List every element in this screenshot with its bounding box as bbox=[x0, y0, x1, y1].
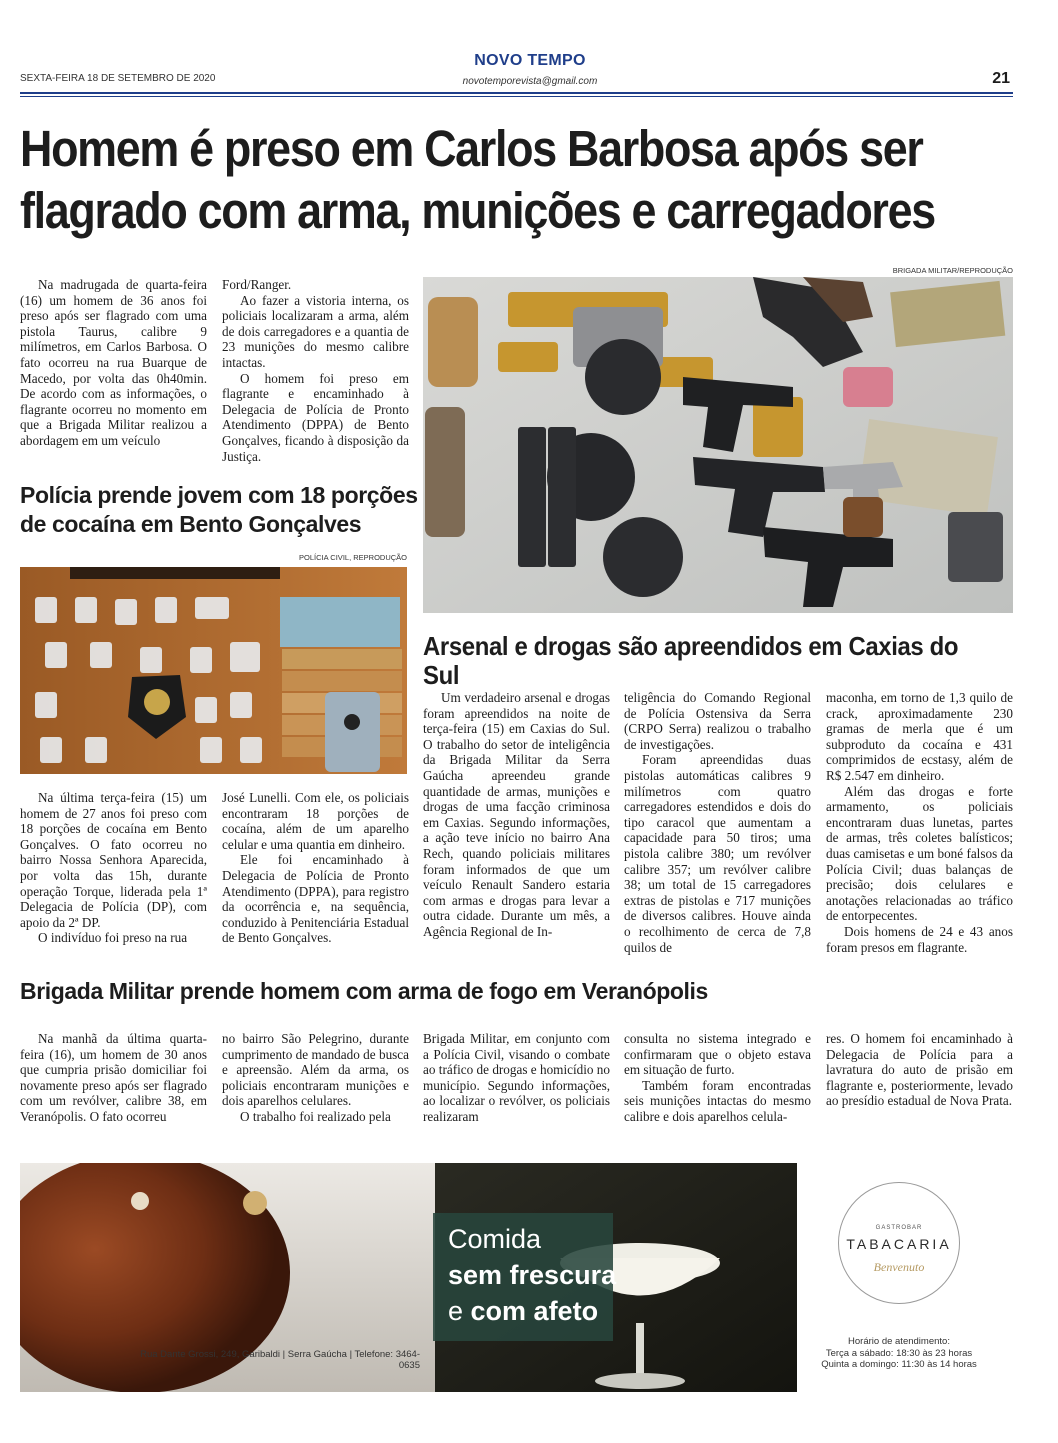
ad-hours-title: Horário de atendimento: bbox=[848, 1336, 950, 1347]
cocaine-headline-line2: de cocaína em Bento Gonçalves bbox=[20, 511, 362, 537]
veranopolis-story-paragraph: O trabalho foi realizado pela bbox=[240, 1108, 391, 1124]
veranopolis-story-paragraph: Na manhã da última quarta-feira (16), um homem de 30 anos que cumpria prisão domiciliar foi novamente preso após ser flagrado com um revólver, calibre 38, em Veranópolis. O fato ocorreu bbox=[20, 1031, 207, 1124]
logo-script-text: Benvenuto bbox=[873, 1260, 925, 1274]
main-headline-line2: flagrado com arma, munições e carregadores bbox=[20, 182, 935, 239]
cocaine-story-paragraph: Na última terça-feira (15) um homem de 27 anos foi preso com 18 porções de cocaína em Bento Gonçalves. O fato ocorreu no bairro Nossa Senhora Aparecida, por volta das 15h, durante operação Torque, liderada pela 1ª Delegacia de Polícia (DP), com apoio da 2ª DP. bbox=[20, 790, 207, 930]
veranopolis-story-paragraph: Brigada Militar, em conjunto com a Polícia Civil, visando o combate ao tráfico de drogas e homicídio no município. Segundo informações, ao localizar o revólver, os policiais realizaram bbox=[423, 1031, 610, 1124]
ad-slogan-line3-b: com afeto bbox=[470, 1296, 599, 1326]
main-headline bbox=[20, 118, 1014, 242]
ad-slogan-line3 bbox=[448, 1293, 598, 1329]
newspaper-brand: NOVO TEMPO bbox=[474, 52, 586, 69]
ad-slogan-line2: sem frescura bbox=[448, 1260, 617, 1290]
cocaine-story-col1 bbox=[20, 790, 207, 946]
arsenal-story-paragraph: teligência do Comando Regional de Polícia Ostensiva da Serra (CRPO Serra) realizou o trabalho de investigações. bbox=[624, 690, 811, 752]
cocaine-photo-image bbox=[20, 567, 407, 774]
main-headline-line1: Homem é preso em Carlos Barbosa após ser bbox=[20, 120, 923, 177]
edition-date: SEXTA-FEIRA 18 DE SETEMBRO DE 2020 bbox=[20, 73, 216, 84]
ad-address: Rua Dante Grossi, 249, Garibaldi | Serra Gaúcha | Telefone: 3464-0635 bbox=[140, 1349, 420, 1371]
cocaine-photo-credit: POLÍCIA CIVIL, REPRODUÇÃO bbox=[299, 553, 407, 562]
veranopolis-story-col5 bbox=[826, 1031, 1013, 1109]
veranopolis-story-paragraph: no bairro São Pelegrino, durante cumprimento de mandado de busca e apreensão. Além da arma, os policiais encontraram munições e dois aparelhos celulares. bbox=[222, 1031, 409, 1109]
ad-hours-line1: Terça a sábado: 18:30 às 23 horas bbox=[825, 1347, 973, 1359]
main-story-paragraph: Ao fazer a vistoria interna, os policiais localizaram a arma, além de dois carregadores e a quantia de 23 munições do mesmo calibre intactas. bbox=[222, 292, 409, 370]
cocaine-photo bbox=[20, 567, 407, 774]
arsenal-headline: Arsenal e drogas são apreendidos em Caxias do Sul bbox=[423, 631, 959, 690]
main-story-col2 bbox=[222, 277, 409, 464]
veranopolis-story-paragraph: consulta no sistema integrado e confirmaram que o objeto estava em situação de furto. bbox=[624, 1031, 811, 1078]
arsenal-story-paragraph: maconha, em torno de 1,3 quilo de crack, aproximadamente 230 gramas de merla que é um subproduto da cocaína e 431 comprimidos de ecstasy, além de R$ 2.547 em dinheiro. bbox=[826, 690, 1013, 783]
ad-slogan-line1: Comida bbox=[448, 1224, 542, 1254]
arsenal-story-col2 bbox=[624, 690, 811, 955]
arsenal-story-paragraph: Dois homens de 24 e 43 anos foram presos em flagrante. bbox=[826, 923, 1013, 955]
ad-hours bbox=[810, 1336, 988, 1371]
main-story-col1 bbox=[20, 277, 207, 449]
arsenal-story-paragraph: Foram apreendidas duas pistolas automáticas calibres 9 milímetros com quatro carregadores estendidos e dois do tipo caracol que aumentam a capacidade para 50 tiros; uma pistola calibre 380; um revólver calibre 357; um revólver calibre 38; um total de 15 carregadores extras de pistolas e 717 munições de diversos calibres. Houve ainda o recolhimento de cerca de 7,8 quilos de bbox=[624, 752, 811, 955]
header-rule bbox=[20, 92, 1013, 94]
main-story-paragraph: Na madrugada de quarta-feira (16) um homem de 36 anos foi preso após ser flagrado com uma pistola Taurus, calibre 9 milímetros, em Carlos Barbosa. O fato ocorreu na rua Buarque de Macedo, por volta das 0h40min. De acordo com as informações, o flagrante ocorreu no momento em que a Brigada Militar realizou a abordagem em um veículo bbox=[20, 277, 207, 448]
page-number: 21 bbox=[992, 70, 1010, 87]
ad-slogan-line3-a: e bbox=[448, 1296, 471, 1326]
logo-top-text: GASTROBAR bbox=[875, 1225, 923, 1231]
main-story-paragraph: O homem foi preso em flagrante e encaminhado à Delegacia de Polícia de Pronto Atendimento (DPPA) de Bento Gonçalves, ficando à disposição da Justiça. bbox=[222, 370, 409, 464]
veranopolis-story-col4 bbox=[624, 1031, 811, 1125]
cocaine-headline bbox=[20, 481, 420, 539]
main-story-paragraph: Ford/Ranger. bbox=[222, 277, 292, 292]
veranopolis-story-paragraph: res. O homem foi encaminhado à Delegacia de Polícia para a lavratura do auto de prisão em flagrante e, posteriormente, levado ao presídio estadual de Nova Prata. bbox=[826, 1031, 1013, 1109]
newspaper-email: novotemporevista@gmail.com bbox=[462, 76, 598, 87]
arsenal-story-col3 bbox=[826, 690, 1013, 955]
veranopolis-story-col1 bbox=[20, 1031, 207, 1125]
veranopolis-headline: Brigada Militar prende homem com arma de fogo em Veranópolis bbox=[20, 978, 708, 1004]
cocaine-story-paragraph: Ele foi encaminhado à Delegacia de Polícia de Pronto Atendimento (DPPA), para registro da ocorrência e, na sequência, conduzido à Penitenciária Estadual de Bento Gonçalves. bbox=[222, 852, 409, 946]
logo-name-text: TABACARIA bbox=[846, 1236, 952, 1252]
veranopolis-story-paragraph: Também foram encontradas seis munições intactas do mesmo calibre e dois aparelhos celula- bbox=[624, 1077, 811, 1124]
cocaine-story-col2 bbox=[222, 790, 409, 946]
cocaine-story-paragraph: O indivíduo foi preso na rua bbox=[38, 930, 188, 946]
cocaine-story-paragraph: José Lunelli. Com ele, os policiais encontraram 18 porções de cocaína, além de um aparelho celular e uma quantia em dinheiro. bbox=[222, 790, 409, 852]
arsenal-photo-image bbox=[423, 277, 1013, 613]
veranopolis-story-col3 bbox=[423, 1031, 610, 1125]
header-rule-thin bbox=[20, 96, 1013, 97]
arsenal-story-paragraph: Além das drogas e forte armamento, os policiais encontraram duas lunetas, partes de armas, três coletes balísticos; duas camisetas e um boné falsos da Polícia Civil; duas balanças de precisão; dois celulares e anotações relacionadas ao tráfico de entorpecentes. bbox=[826, 783, 1013, 924]
veranopolis-story-col2 bbox=[222, 1031, 409, 1125]
arsenal-photo bbox=[423, 277, 1013, 613]
arsenal-story-paragraph: Um verdadeiro arsenal e drogas foram apreendidos na noite de terça-feira (15) em Caxias do Sul. O trabalho do setor de inteligência da Brigada Militar da Serra Gaúcha apreendeu grande quantidade de armas, munições e drogas de uma facção criminosa em Caxias. Segundo informações, a ação teve início no bairro Ana Rech, quando policiais militares foram informados de que um veículo Renault Sandero estaria com armas e drogas para levar a outra cidade. Durante um mês, a Agência Regional de In- bbox=[423, 690, 610, 939]
ad-banner[interactable] bbox=[20, 1163, 797, 1392]
arsenal-photo-credit: BRIGADA MILITAR/REPRODUÇÃO bbox=[892, 266, 1013, 275]
cocaine-headline-line1: Polícia prende jovem com 18 porções bbox=[20, 482, 418, 508]
arsenal-story-col1 bbox=[423, 690, 610, 940]
ad-hours-line2: Quinta a domingo: 11:30 às 14 horas bbox=[821, 1359, 977, 1370]
